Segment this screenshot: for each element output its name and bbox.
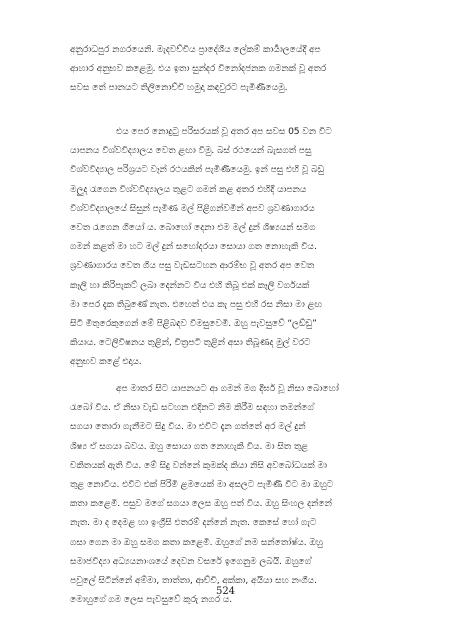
text-line: චකිතයක් ඇති විය. මේ සිදු වන්නේ කුමක්ද කියා නිසි අවබෝධයක් මා [70, 459, 327, 471]
text-line: සවස තේ පානයට තිලිනොච්චි හමුදා කඳවුරට පැමිණියෙමු. [70, 82, 288, 94]
text-line: විශ්වවිද්‍යාලයේ සිසුන් පැමිණ මල් පිළිගන්වමින් අපව ශ්‍රවණාගාරය [70, 202, 315, 214]
text-line: කියාය. ටෙලිවිෂනය තුළින්, චිත්‍රපටි තුළින් අසා තිබූණද මුල් වරට [70, 337, 311, 349]
text-line: වෙත රැගෙන ගියෝ ය. බොහෝ දෙනා එම මල් දුන් ශිෂ්‍යයන් සමග [70, 221, 316, 233]
text-line: අප මාතර සිට යාපනයට ආ ගමන් මග දීර්ඝ වූ නිසා බොහෝ [116, 383, 339, 394]
text-line: ගමන් කළත් මා හට මල් දුන් සහෝදරයා සොයා ගත නොහැකි විය. [70, 241, 317, 253]
text-line: ගසා ගෙන මා ඔහු සමග කතා කළෙමි. ඔහුගේ නම සන්තෝෂ්ය. ඔහු [70, 536, 324, 548]
text-line: යාපනය විශ්වවිද්‍යාලය වෙත ළඟා වීමු. බස් රථයෙන් බැසගත් පසු [70, 145, 312, 157]
text-line: කෑලි හා කිරිපැකට් ලබා දෙන්නට විය එහි තිබූ එක් කෑලි වර්ගයක් [70, 279, 310, 291]
text-line: පවුලේ සිටින්නේ අම්මා, තාත්තා, ආච්චි, අක්කා, අයියා සහ නංගීය. [70, 574, 317, 586]
text-line: නැත. මා ද දෙමළ හා ඉංග්‍රීසි එතරම් දන්නේ නැත. කෙසේ හෝ ගැට [70, 517, 317, 529]
text-line: සිටි මිතුරෙකුගෙන් මේ පිළිබඳව විමසුවෙමි. ඔහු පැවසුවේ “ලඩ්ඩු” [70, 317, 317, 329]
text-line: ශ්‍රවණාගාරය වෙත ගිය පසු වැඩසටහන ආරම්භ වූ අතර අප වෙත [70, 260, 315, 272]
text-line: අනුරාධපුර නගරයෙනි. මැදවච්චිය ප්‍රාදේශීය ලේකම් කාර්‍යාලයේදී අප [70, 44, 321, 55]
paragraph-2 [70, 122, 388, 371]
text-line: තුළ නොවීය. එවිට එක් පිරිමි ළමයෙක් මා අසලට පැමිණි විට මා ඔහුට [70, 478, 334, 490]
paragraph-1 [70, 40, 388, 98]
text-line: මලුද රැගෙන විශ්වවිද්‍යාලය තුළට ගමන් කළ අතර එහිදී යාපනය [70, 183, 307, 195]
text-line: රැබෝ විය. ඒ නිසා වැඩ සටහන එදිනට නිම කිරීම සඳහා තමන්ගේ [70, 402, 314, 414]
text-line: මොහුගේ ගම ලෙස පැවසුවේ කුරු නගර ය. [70, 594, 233, 606]
text-line: විශ්වවිද්‍යාල පරිශ්‍රයට වෑන් රථයකින් පැමිණියෙමු. ඉන් පසු එහි වූ බඩු [70, 164, 325, 176]
text-line: සගයා තොරා ගැනීමට සිදු විය. මා එවිට දැන ගත්තේ අර මල් දුන් [70, 421, 306, 433]
text-line: එය පෙර නොදුටු පරිසරයක් වූ අතර අප සවස 05 වන විට [116, 126, 332, 137]
page-number: 524 [215, 586, 236, 597]
text-line: මා පෙර දැක තිබුණේ නැත. එහෙත් එය කැ පසු එහි රස නිසා මා ළඟ [70, 298, 322, 310]
text-line: සමාජවිද්‍යා අධ්‍යයනාංශයේ දෙවන වසරේ ඉගෙනුම ලබයි. ඔහුගේ [70, 555, 312, 567]
text-line: කතා කළෙමි. පසුව මගේ සගයා ලෙස ඔහු පත් විය. ඔහු සිංහල දන්නේ [70, 498, 332, 510]
text-line: ආහාර අනුභව කළෙමු. එය ඉතා සුන්දර විනෝදජනක ගමනක් වූ අතර [70, 63, 327, 75]
text-line: අනුභව කළේ එදාය. [70, 356, 142, 368]
paragraph-3 [70, 379, 388, 609]
text-line: ශිෂ්‍ය ඒ සගයා බවය. ඔහු සොයා ගත නොහැකි විය. මා සිත තුළ [70, 440, 309, 452]
